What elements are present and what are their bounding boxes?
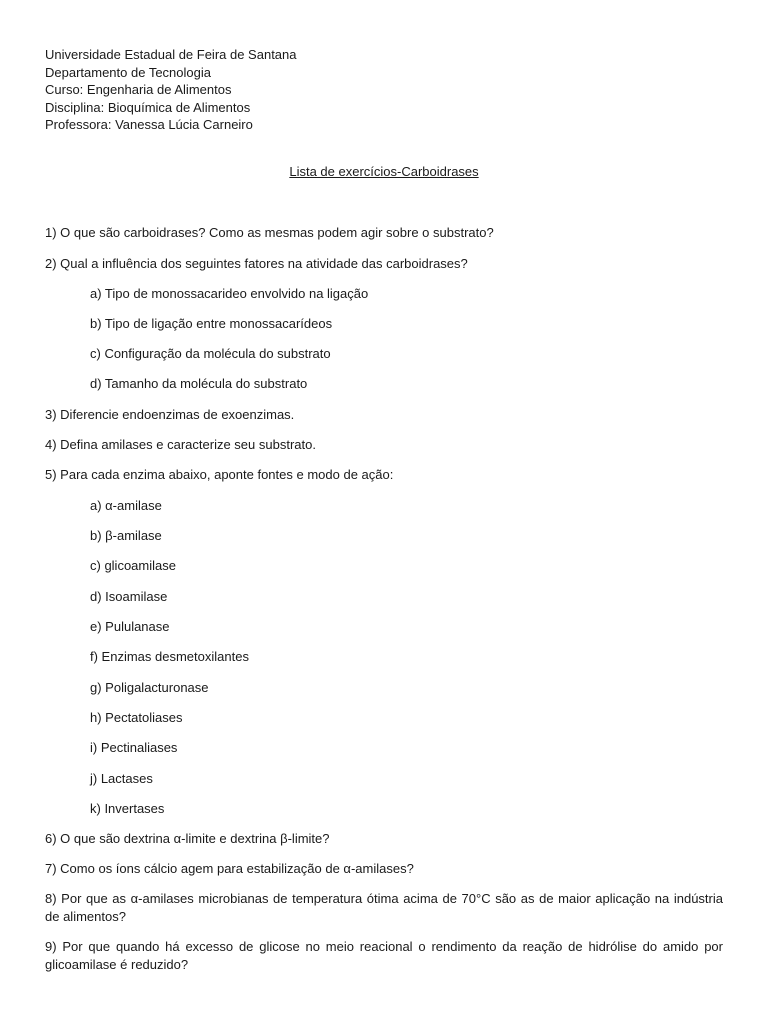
question-5: 5) Para cada enzima abaixo, aponte fontes e modo de ação: bbox=[45, 467, 394, 482]
question-1: 1) O que são carboidrases? Como as mesmas podem agir sobre o substrato? bbox=[45, 225, 494, 240]
question-5-item-a: a) α-amilase bbox=[90, 498, 162, 513]
question-3: 3) Diferencie endoenzimas de exoenzimas. bbox=[45, 407, 295, 422]
question-6: 6) O que são dextrina α-limite e dextrina β-limite? bbox=[45, 831, 330, 846]
page-title bbox=[0, 164, 768, 179]
question-2: 2) Qual a influência dos seguintes fatores na atividade das carboidrases? bbox=[45, 256, 468, 271]
document-header bbox=[45, 46, 297, 134]
header-department: Departamento de Tecnologia bbox=[45, 64, 211, 80]
question-2-item-c: c) Configuração da molécula do substrato bbox=[90, 346, 331, 361]
header-course: Curso: Engenharia de Alimentos bbox=[45, 82, 232, 97]
question-7: 7) Como os íons cálcio agem para estabilização de α-amilases? bbox=[45, 861, 414, 876]
header-discipline: Disciplina: Bioquímica de Alimentos bbox=[45, 99, 251, 115]
question-5-item-h: h) Pectatoliases bbox=[90, 710, 183, 725]
question-5-item-e: e) Pululanase bbox=[90, 619, 170, 634]
question-9: 9) Por que quando há excesso de glicose no meio reacional o rendimento da reação de hidrólise do amido por glicoamilase é reduzido? bbox=[45, 939, 723, 972]
question-8: 8) Por que as α-amilases microbianas de temperatura ótima acima de 70°C são as de maior aplicação na indústria de alimentos? bbox=[45, 891, 723, 924]
question-4: 4) Defina amilases e caracterize seu substrato. bbox=[45, 437, 316, 452]
question-5-item-b: b) β-amilase bbox=[90, 528, 162, 543]
header-professor: Professora: Vanessa Lúcia Carneiro bbox=[45, 117, 253, 132]
question-2-item-a: a) Tipo de monossacarideo envolvido na ligação bbox=[90, 286, 369, 301]
question-5-item-d: d) Isoamilase bbox=[90, 589, 168, 604]
question-5-item-f: f) Enzimas desmetoxilantes bbox=[90, 649, 249, 664]
page-title-text: Lista de exercícios-Carboidrases bbox=[289, 164, 479, 179]
question-2-item-b: b) Tipo de ligação entre monossacarídeos bbox=[90, 316, 333, 331]
question-5-item-g: g) Poligalacturonase bbox=[90, 680, 209, 695]
question-5-item-i: i) Pectinaliases bbox=[90, 740, 178, 755]
header-university: Universidade Estadual de Feira de Santana bbox=[45, 47, 297, 62]
question-5-item-j: j) Lactases bbox=[90, 771, 153, 786]
question-2-item-d: d) Tamanho da molécula do substrato bbox=[90, 376, 308, 391]
question-5-item-c: c) glicoamilase bbox=[90, 558, 176, 573]
question-5-item-k: k) Invertases bbox=[90, 801, 165, 816]
